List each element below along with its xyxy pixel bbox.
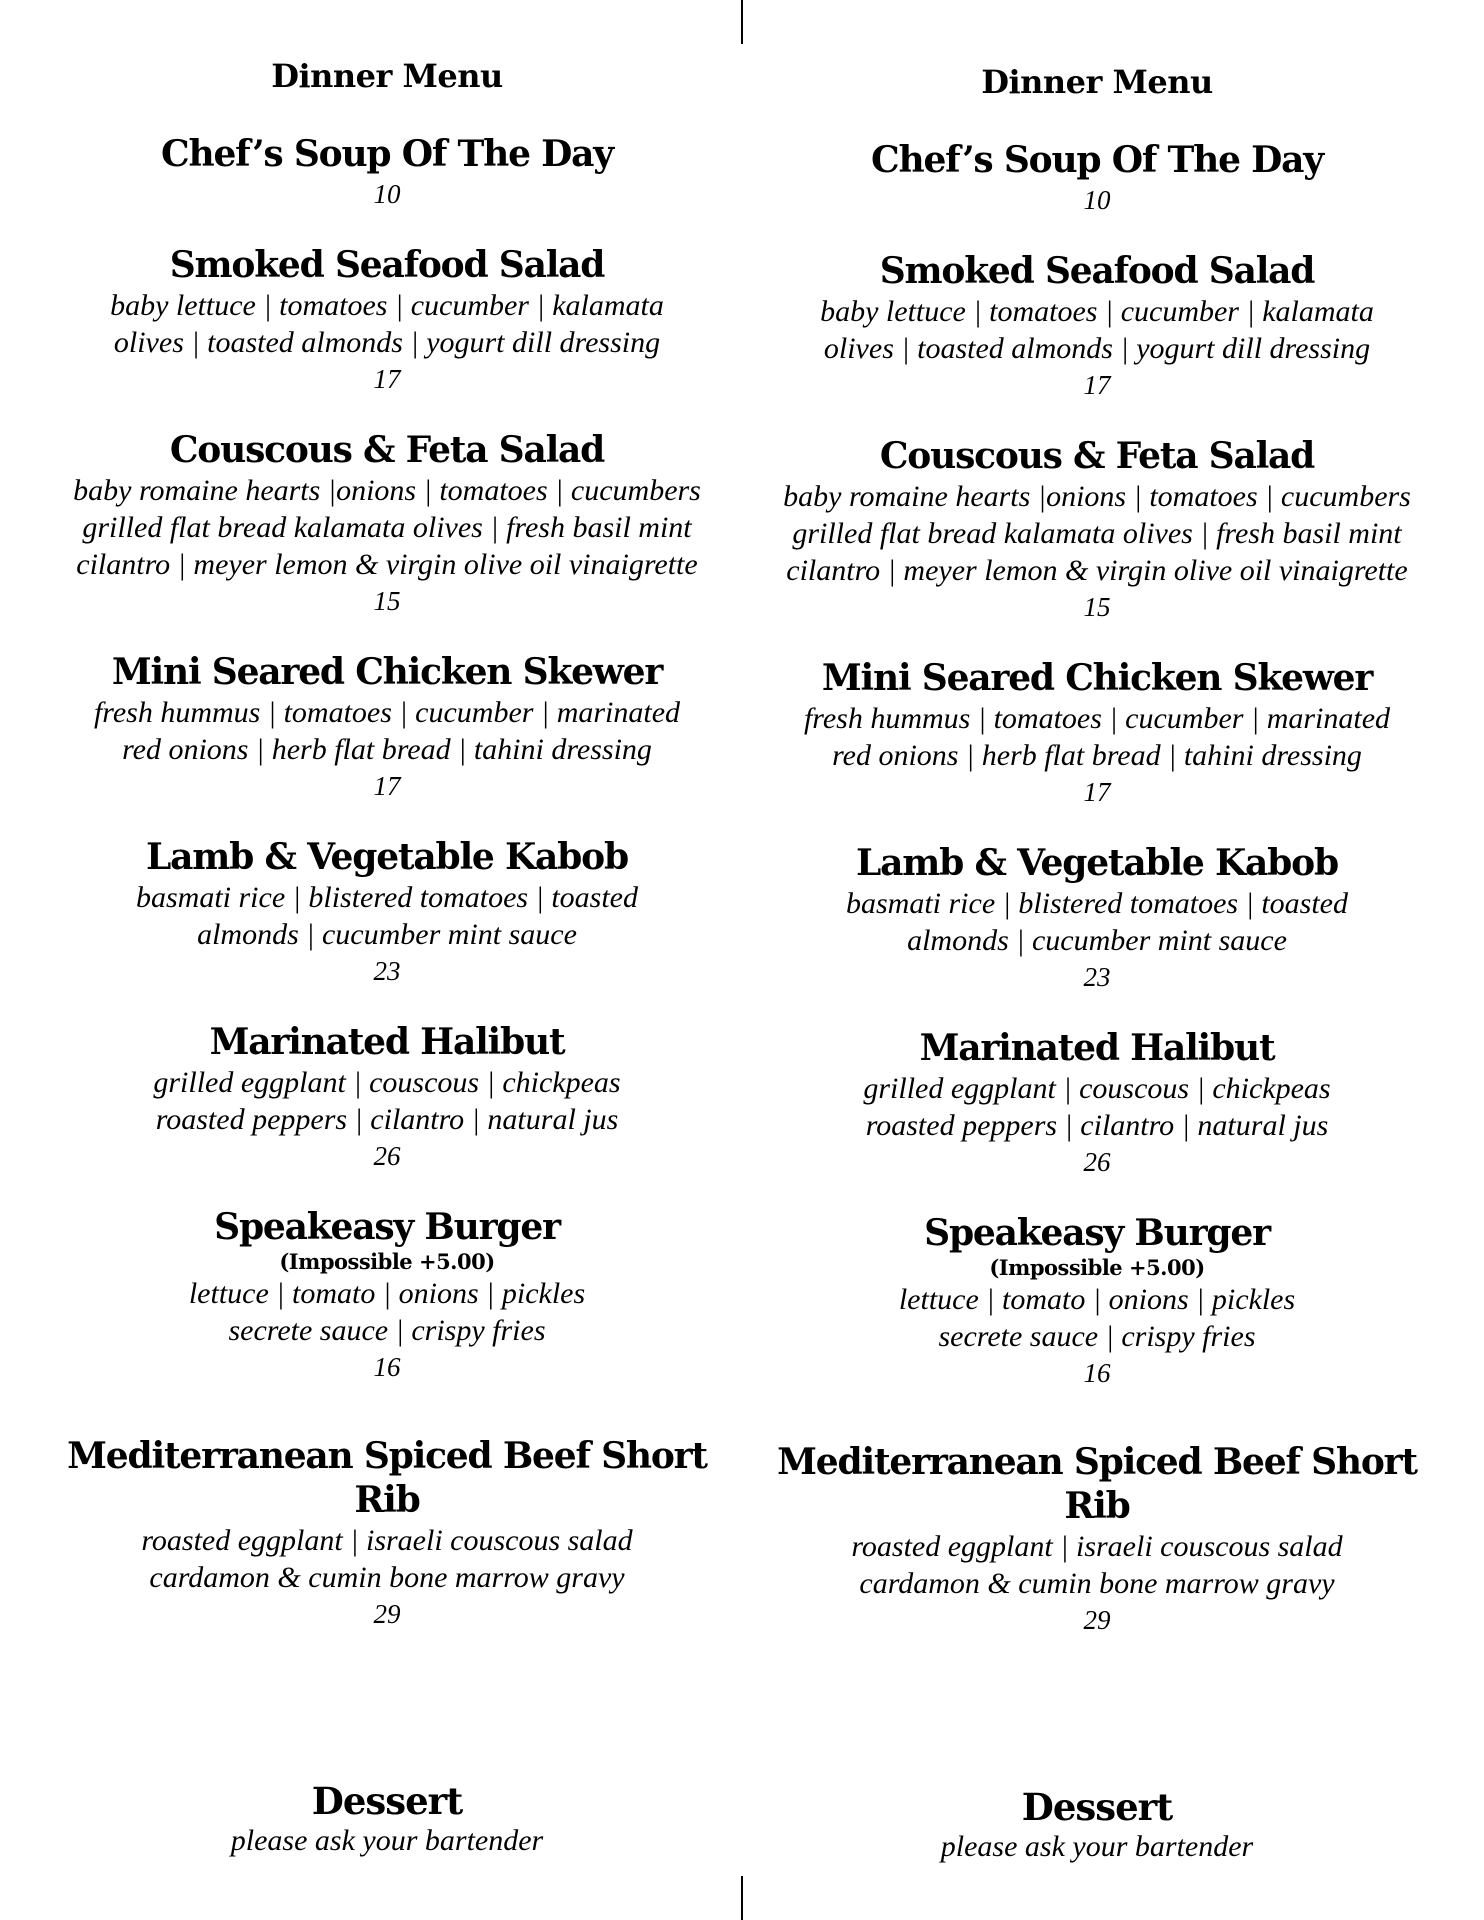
item-spacer bbox=[42, 1633, 732, 1779]
item-name: Mini Seared Chicken Skewer bbox=[821, 657, 1373, 699]
item-name: Lamb & Vegetable Kabob bbox=[856, 842, 1338, 884]
item-spacer bbox=[42, 1386, 732, 1434]
item-price: 26 bbox=[1083, 1147, 1111, 1177]
item-name: Mediterranean Spiced Beef Short Rib bbox=[777, 1441, 1417, 1527]
item-price: 23 bbox=[1083, 962, 1111, 992]
item-price: 17 bbox=[373, 771, 401, 801]
item-description bbox=[42, 287, 732, 361]
item-spacer bbox=[42, 620, 732, 650]
item-name: Marinated Halibut bbox=[919, 1027, 1275, 1069]
item-note: (Impossible +5.00) bbox=[989, 1255, 1205, 1280]
menu-column-right bbox=[752, 58, 1442, 1865]
menu-item bbox=[42, 1205, 732, 1386]
item-description-line: fresh hummus | tomatoes | cucumber | marinated bbox=[803, 702, 1391, 735]
item-name: Speakeasy Burger bbox=[214, 1206, 560, 1248]
menu-item bbox=[752, 1026, 1442, 1181]
item-description-line: roasted peppers | cilantro | natural jus bbox=[865, 1109, 1329, 1142]
item-name: Marinated Halibut bbox=[209, 1021, 565, 1063]
menu-item bbox=[42, 1020, 732, 1175]
item-spacer bbox=[42, 990, 732, 1020]
item-description-line: basmati rice | blistered tomatoes | toasted bbox=[845, 887, 1348, 920]
item-spacer bbox=[42, 398, 732, 428]
item-price: 29 bbox=[1083, 1605, 1111, 1635]
item-price: 29 bbox=[373, 1599, 401, 1629]
fold-mark-top bbox=[741, 0, 743, 44]
menu-item bbox=[752, 841, 1442, 996]
item-price: 16 bbox=[1083, 1358, 1111, 1388]
menu-item bbox=[752, 434, 1442, 626]
item-description-line: baby romaine hearts |onions | tomatoes | cucumbers bbox=[783, 480, 1411, 513]
item-price: 10 bbox=[373, 179, 401, 209]
item-spacer bbox=[752, 811, 1442, 841]
dessert-title: Dessert bbox=[311, 1779, 463, 1823]
item-description-line: grilled eggplant | couscous | chickpeas bbox=[863, 1072, 1331, 1105]
item-description-line: cilantro | meyer lemon & virgin olive oil vinaigrette bbox=[76, 548, 698, 581]
item-description bbox=[752, 1528, 1442, 1602]
item-description bbox=[752, 1070, 1442, 1144]
item-description bbox=[752, 293, 1442, 367]
item-spacer bbox=[42, 1175, 732, 1205]
item-description bbox=[752, 885, 1442, 959]
item-name: Couscous & Feta Salad bbox=[169, 429, 605, 471]
item-description-line: baby romaine hearts |onions | tomatoes | cucumbers bbox=[73, 474, 701, 507]
item-price: 23 bbox=[373, 956, 401, 986]
item-name: Mediterranean Spiced Beef Short Rib bbox=[67, 1435, 707, 1521]
menu-item bbox=[752, 656, 1442, 811]
item-note: (Impossible +5.00) bbox=[279, 1249, 495, 1274]
item-description-line: almonds | cucumber mint sauce bbox=[197, 918, 577, 951]
dessert-title: Dessert bbox=[1021, 1785, 1173, 1829]
item-description-line: baby lettuce | tomatoes | cucumber | kalamata bbox=[820, 295, 1374, 328]
item-description-line: almonds | cucumber mint sauce bbox=[907, 924, 1287, 957]
menu-column-left bbox=[42, 52, 732, 1859]
dessert-description: please ask your bartender bbox=[230, 1824, 544, 1857]
dessert-description: please ask your bartender bbox=[940, 1830, 1254, 1863]
item-description-line: grilled flat bread kalamata olives | fresh basil mint bbox=[82, 511, 692, 544]
item-spacer bbox=[752, 1392, 1442, 1440]
menu-item bbox=[42, 428, 732, 620]
menu-item bbox=[752, 249, 1442, 404]
item-spacer bbox=[752, 1639, 1442, 1785]
item-price: 17 bbox=[1083, 370, 1111, 400]
item-description-line: lettuce | tomato | onions | pickles bbox=[188, 1277, 586, 1310]
item-spacer bbox=[752, 626, 1442, 656]
item-description-line: cardamon & cumin bone marrow gravy bbox=[149, 1561, 625, 1594]
menu-item bbox=[42, 835, 732, 990]
menu-title: Dinner Menu bbox=[981, 63, 1213, 101]
item-description bbox=[752, 700, 1442, 774]
item-price: 15 bbox=[1083, 592, 1111, 622]
item-description-line: red onions | herb flat bread | tahini dressing bbox=[832, 739, 1362, 772]
item-description-line: secrete sauce | crispy fries bbox=[228, 1314, 546, 1347]
item-spacer bbox=[752, 404, 1442, 434]
item-description-line: grilled flat bread kalamata olives | fresh basil mint bbox=[792, 517, 1402, 550]
fold-mark-bottom bbox=[741, 1876, 743, 1920]
item-name: Mini Seared Chicken Skewer bbox=[111, 651, 663, 693]
item-description-line: cilantro | meyer lemon & virgin olive oil vinaigrette bbox=[786, 554, 1408, 587]
menu-item bbox=[42, 243, 732, 398]
item-name: Chef’s Soup Of The Day bbox=[161, 133, 613, 175]
menu-item bbox=[42, 650, 732, 805]
item-description-line: roasted peppers | cilantro | natural jus bbox=[155, 1103, 619, 1136]
item-name: Smoked Seafood Salad bbox=[879, 250, 1315, 292]
item-description bbox=[42, 1522, 732, 1596]
item-spacer bbox=[752, 996, 1442, 1026]
item-price: 17 bbox=[1083, 777, 1111, 807]
item-spacer bbox=[42, 213, 732, 243]
item-description-line: olives | toasted almonds | yogurt dill dressing bbox=[823, 332, 1371, 365]
item-description bbox=[42, 879, 732, 953]
item-description-line: grilled eggplant | couscous | chickpeas bbox=[153, 1066, 621, 1099]
menu-item bbox=[42, 1434, 732, 1633]
item-name: Smoked Seafood Salad bbox=[169, 244, 605, 286]
item-name: Couscous & Feta Salad bbox=[879, 435, 1315, 477]
item-name: Lamb & Vegetable Kabob bbox=[146, 836, 628, 878]
item-description-line: roasted eggplant | israeli couscous salad bbox=[851, 1530, 1343, 1563]
menu-item bbox=[42, 132, 732, 213]
menu-item bbox=[752, 1440, 1442, 1639]
item-description bbox=[752, 478, 1442, 589]
item-price: 17 bbox=[373, 364, 401, 394]
dessert-section bbox=[42, 1779, 732, 1859]
item-spacer bbox=[42, 805, 732, 835]
item-description bbox=[42, 694, 732, 768]
item-name: Speakeasy Burger bbox=[924, 1212, 1270, 1254]
item-description-line: secrete sauce | crispy fries bbox=[938, 1320, 1256, 1353]
item-description-line: red onions | herb flat bread | tahini dressing bbox=[122, 733, 652, 766]
item-price: 16 bbox=[373, 1352, 401, 1382]
item-price: 26 bbox=[373, 1141, 401, 1171]
item-description bbox=[752, 1281, 1442, 1355]
item-description bbox=[42, 1275, 732, 1349]
item-description-line: cardamon & cumin bone marrow gravy bbox=[859, 1567, 1335, 1600]
item-description-line: olives | toasted almonds | yogurt dill dressing bbox=[113, 326, 661, 359]
menu-item bbox=[752, 1211, 1442, 1392]
item-description bbox=[42, 472, 732, 583]
item-price: 10 bbox=[1083, 185, 1111, 215]
dessert-section bbox=[752, 1785, 1442, 1865]
item-description-line: roasted eggplant | israeli couscous salad bbox=[141, 1524, 633, 1557]
menu-item bbox=[752, 138, 1442, 219]
item-description-line: fresh hummus | tomatoes | cucumber | marinated bbox=[93, 696, 681, 729]
item-name: Chef’s Soup Of The Day bbox=[871, 139, 1323, 181]
item-description-line: baby lettuce | tomatoes | cucumber | kalamata bbox=[110, 289, 664, 322]
item-price: 15 bbox=[373, 586, 401, 616]
item-spacer bbox=[752, 1181, 1442, 1211]
item-description bbox=[42, 1064, 732, 1138]
item-description-line: lettuce | tomato | onions | pickles bbox=[898, 1283, 1296, 1316]
item-description-line: basmati rice | blistered tomatoes | toasted bbox=[135, 881, 638, 914]
item-spacer bbox=[752, 219, 1442, 249]
menu-title: Dinner Menu bbox=[271, 57, 503, 95]
